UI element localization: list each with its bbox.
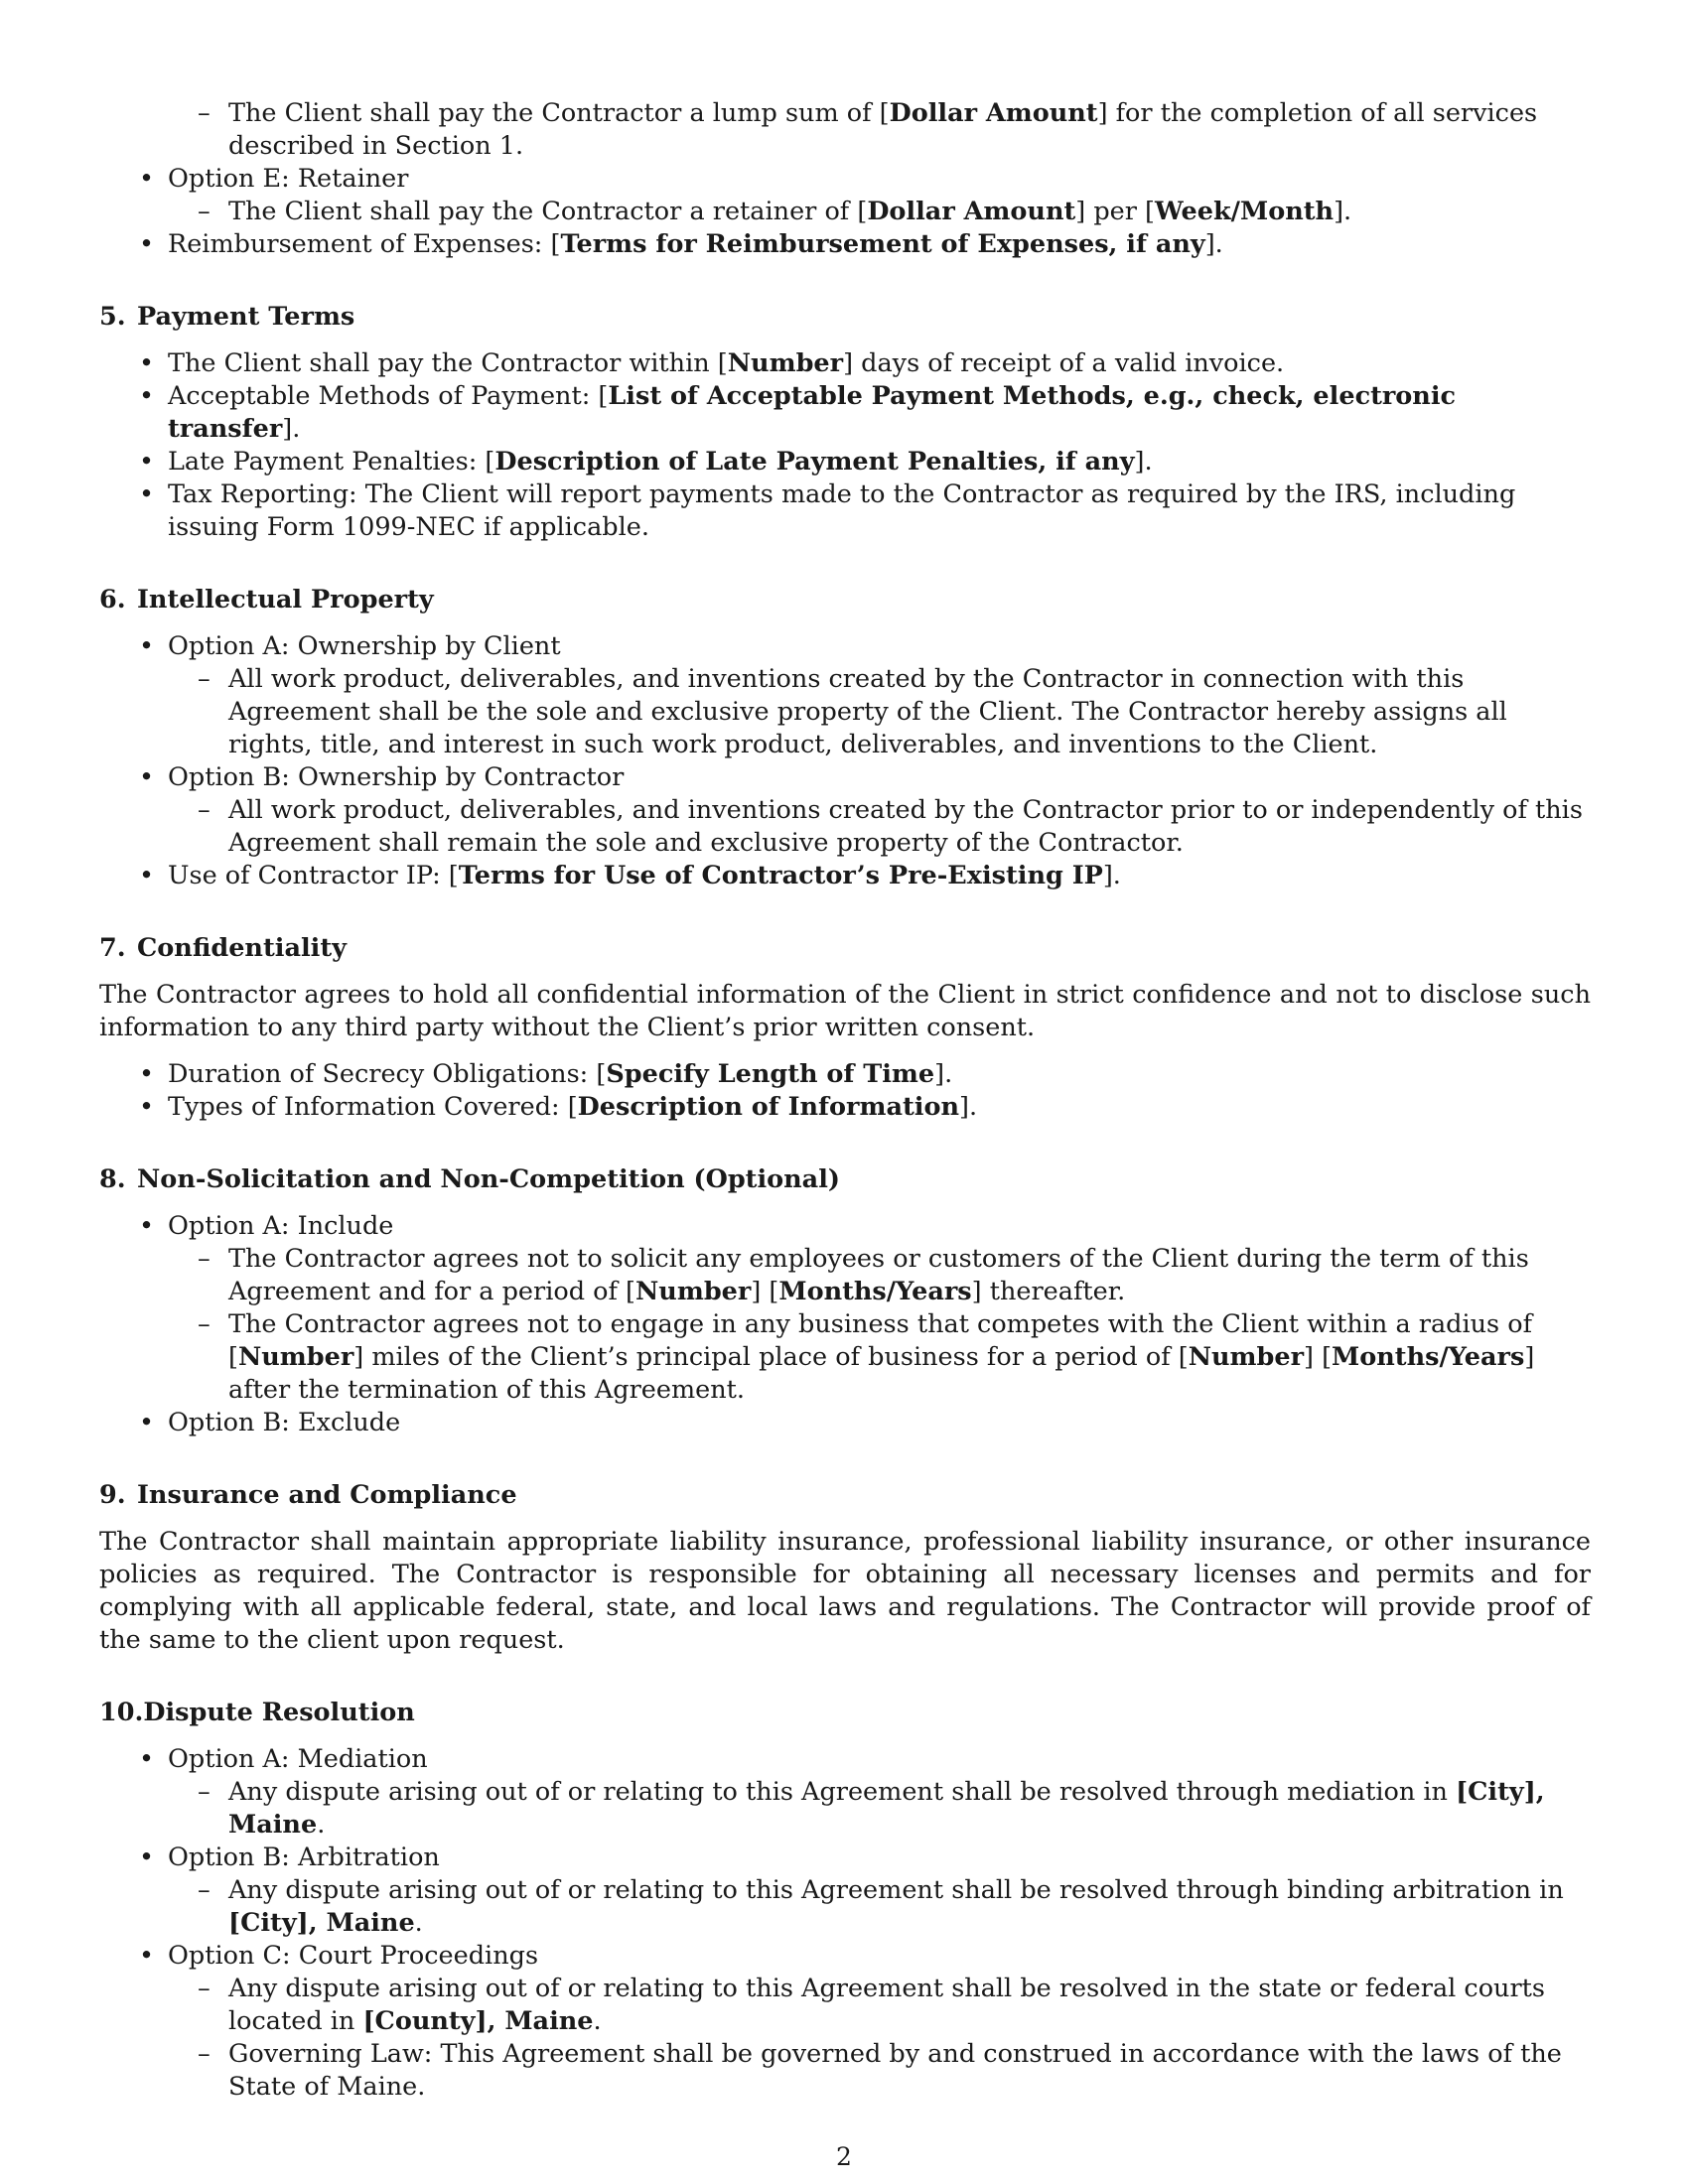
placeholder-field: Months/Years (1332, 1342, 1525, 1372)
dot-bullet: • (139, 1211, 155, 1241)
text: The Contractor agrees not to solicit any employees or customers of the Client during the term of this Agreement and for a period of [ (228, 1244, 1529, 1306)
list-item (99, 860, 1591, 892)
list-item (99, 1776, 1591, 1842)
list-item (99, 380, 1591, 446)
section-heading (99, 932, 1591, 965)
section-number: 6. (99, 585, 126, 614)
section-number: 10. (99, 1698, 144, 1727)
list-item (99, 1842, 1591, 1874)
text: The Client shall pay the Contractor within [ (168, 348, 728, 378)
text: ] for the completion of all services described in Section 1. (228, 98, 1538, 161)
list-item (99, 1874, 1591, 1940)
text: Any dispute arising out of or relating to this Agreement shall be resolved through mediation in (228, 1777, 1457, 1807)
text: The Contractor agrees not to engage in any business that competes with the Client within a radius of [ (228, 1309, 1533, 1372)
document-page (99, 97, 1591, 2104)
text: ]. (1134, 447, 1153, 477)
text: ] per [ (1075, 197, 1155, 226)
placeholder-field: List of Acceptable Payment Methods, e.g., check, electronic transfer (168, 381, 1457, 444)
section-heading (99, 301, 1591, 334)
dot-bullet: • (139, 1092, 155, 1122)
list-item (99, 1940, 1591, 1973)
dot-bullet: • (139, 479, 155, 509)
list-item (99, 228, 1591, 261)
text: The Client shall pay the Contractor a retainer of [ (228, 197, 868, 226)
text: ] after the termination of this Agreement. (228, 1342, 1535, 1405)
placeholder-field: Description of Late Payment Penalties, if any (494, 447, 1135, 477)
text: Use of Contractor IP: [ (168, 861, 459, 890)
text: Late Payment Penalties: [ (168, 447, 495, 477)
dot-bullet: • (139, 348, 155, 378)
dash-bullet: – (198, 98, 211, 128)
text: ]. (282, 414, 301, 444)
text: ] thereafter. (971, 1277, 1126, 1306)
option-label: Option A: Include (168, 1211, 394, 1241)
list-item (99, 97, 1591, 163)
dash-bullet: – (198, 1309, 211, 1339)
list-item (99, 1091, 1591, 1124)
text: Any dispute arising out of or relating to this Agreement shall be resolved through binding arbitration in (228, 1875, 1564, 1905)
dash-bullet: – (198, 1875, 211, 1905)
text: ]. (1334, 197, 1352, 226)
dot-bullet: • (139, 1843, 155, 1872)
placeholder-field: Description of Information (577, 1092, 959, 1122)
section-heading (99, 584, 1591, 616)
section-title: Payment Terms (137, 302, 355, 332)
paragraph: The Contractor agrees to hold all confidential information of the Client in strict confidence and not to disclose such information to any third party without the Client’s prior written consent. (99, 980, 1591, 1042)
section-title: Non-Solicitation and Non-Competition (Optional) (137, 1164, 840, 1194)
text: ] days of receipt of a valid invoice. (843, 348, 1285, 378)
dot-bullet: • (139, 762, 155, 792)
dot-bullet: • (139, 1408, 155, 1437)
dash-bullet: – (198, 1244, 211, 1274)
dash-bullet: – (198, 197, 211, 226)
list-item (99, 1210, 1591, 1243)
text: ] [ (1304, 1342, 1333, 1372)
text: Reimbursement of Expenses: [ (168, 229, 561, 259)
section-title: Insurance and Compliance (137, 1480, 517, 1510)
section-heading (99, 1697, 1591, 1729)
text: ]. (934, 1059, 953, 1089)
placeholder-field: Number (1188, 1342, 1305, 1372)
text: ]. (959, 1092, 978, 1122)
dash-bullet: – (198, 2039, 211, 2069)
text: Tax Reporting: The Client will report payments made to the Contractor as required by the IRS, including issuing Form 1099-NEC if applicable. (168, 479, 1516, 542)
text: Acceptable Methods of Payment: [ (168, 381, 609, 411)
placeholder-field: Number (727, 348, 844, 378)
section-heading (99, 1479, 1591, 1512)
placeholder-field: Number (635, 1277, 752, 1306)
placeholder-field: Terms for Reimbursement of Expenses, if any (560, 229, 1205, 259)
dot-bullet: • (139, 861, 155, 890)
option-label: Option E: Retainer (168, 164, 409, 194)
placeholder-field: Specify Length of Time (606, 1059, 935, 1089)
text: . (593, 2006, 602, 2036)
option-label: Option B: Exclude (168, 1408, 401, 1437)
list-item (99, 1058, 1591, 1091)
dot-bullet: • (139, 164, 155, 194)
text: ] miles of the Client’s principal place of business for a period of [ (353, 1342, 1189, 1372)
section-title: Confidentiality (137, 933, 347, 963)
list-item (99, 1973, 1591, 2038)
section-title: Dispute Resolution (143, 1698, 415, 1727)
dot-bullet: • (139, 1941, 155, 1971)
dot-bullet: • (139, 631, 155, 661)
list-item (99, 1243, 1591, 1308)
list-item (99, 347, 1591, 380)
paragraph: The Contractor shall maintain appropriate liability insurance, professional liability insurance, or other insurance policies as required. The Contractor is responsible for obtaining all necessary licenses and permits and for complying with all applicable federal, state, and local laws and regulations. The Contractor will provide proof of the same to the client upon request. (99, 1527, 1591, 1655)
dash-bullet: – (198, 664, 211, 694)
list-item (99, 163, 1591, 196)
placeholder-field: Number (237, 1342, 354, 1372)
section-number: 7. (99, 933, 126, 963)
text: All work product, deliverables, and inventions created by the Contractor prior to or independently of this Agreement shall remain the sole and exclusive property of the Contractor. (228, 795, 1583, 858)
option-label: Option C: Court Proceedings (168, 1941, 539, 1971)
page-number: 2 (836, 2142, 852, 2171)
option-label: Option A: Mediation (168, 1744, 428, 1774)
dot-bullet: • (139, 1744, 155, 1774)
section-title: Intellectual Property (137, 585, 434, 614)
text: ]. (1102, 861, 1121, 890)
list-item (99, 2038, 1591, 2104)
text: The Client shall pay the Contractor a lump sum of [ (228, 98, 890, 128)
dash-bullet: – (198, 1974, 211, 2003)
placeholder-field: [County], Maine (362, 2006, 594, 2036)
text: Governing Law: This Agreement shall be governed by and construed in accordance with the laws of the State of Maine. (228, 2039, 1562, 2102)
placeholder-field: Dollar Amount (867, 197, 1076, 226)
list-item (99, 196, 1591, 228)
placeholder-field: Week/Month (1155, 197, 1335, 226)
section-number: 5. (99, 302, 126, 332)
section-number: 9. (99, 1480, 126, 1510)
list-item (99, 761, 1591, 794)
text: . (414, 1908, 423, 1938)
placeholder-field: Dollar Amount (889, 98, 1098, 128)
list-item (99, 446, 1591, 478)
list-item (99, 794, 1591, 860)
text: Duration of Secrecy Obligations: [ (168, 1059, 607, 1089)
list-item (99, 1308, 1591, 1407)
list-item (99, 478, 1591, 544)
option-label: Option B: Arbitration (168, 1843, 440, 1872)
list-item (99, 1743, 1591, 1776)
placeholder-field: Months/Years (778, 1277, 972, 1306)
section-heading (99, 1163, 1591, 1196)
text: . (317, 1810, 326, 1840)
dot-bullet: • (139, 447, 155, 477)
placeholder-field: Terms for Use of Contractor’s Pre-Existing IP (458, 861, 1103, 890)
list-item (99, 1407, 1591, 1439)
text: ]. (1204, 229, 1223, 259)
list-item (99, 630, 1591, 663)
placeholder-field: [City], Maine (228, 1777, 1545, 1840)
list-item (99, 663, 1591, 761)
option-label: Option B: Ownership by Contractor (168, 762, 625, 792)
dot-bullet: • (139, 1059, 155, 1089)
dash-bullet: – (198, 1777, 211, 1807)
dot-bullet: • (139, 229, 155, 259)
text: Any dispute arising out of or relating to this Agreement shall be resolved in the state or federal courts located in (228, 1974, 1545, 2036)
option-label: Option A: Ownership by Client (168, 631, 561, 661)
dot-bullet: • (139, 381, 155, 411)
section-number: 8. (99, 1164, 126, 1194)
placeholder-field: [City], Maine (228, 1908, 415, 1938)
text: Types of Information Covered: [ (168, 1092, 578, 1122)
dash-bullet: – (198, 795, 211, 825)
text: All work product, deliverables, and inventions created by the Contractor in connection with this Agreement shall be the sole and exclusive property of the Client. The Contractor hereby assigns all rights, title, and interest in such work product, deliverables, and inventions to the Client. (228, 664, 1507, 759)
text: ] [ (751, 1277, 779, 1306)
